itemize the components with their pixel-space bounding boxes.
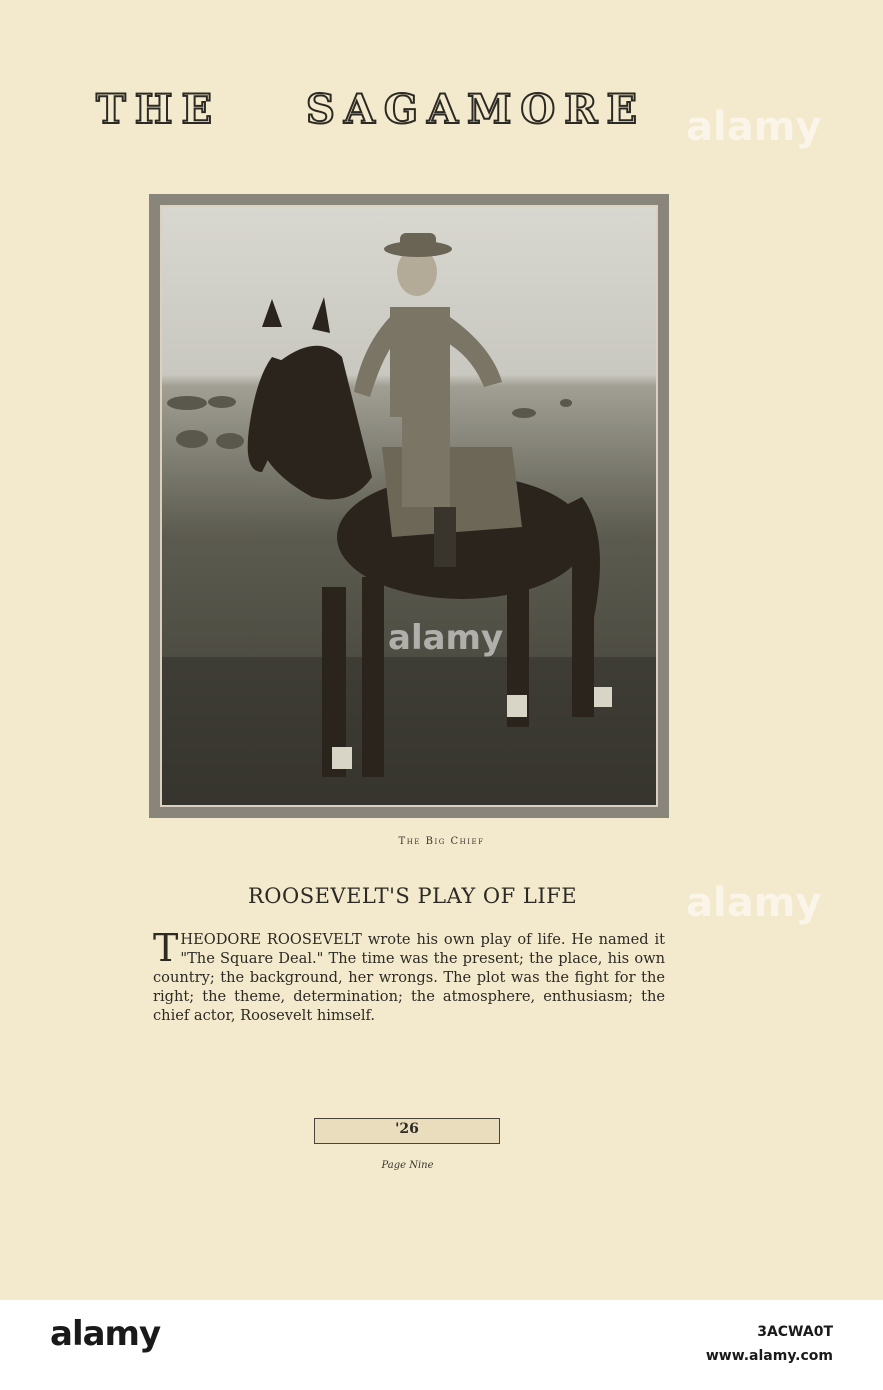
footer-info [706,1320,833,1368]
masthead [96,86,716,136]
stock-footer [0,1300,883,1390]
watermark: alamy [686,880,822,926]
article-body-text: HEODORE ROOSEVELT wrote his own play of life. He named it "The Square Deal." The time was the present; the place, his own country; the background, her wrongs. The plot was the fight for the right; the theme, determination; the atmosphere, enthusiasm; the chief actor, Roosevelt himself. [153,931,665,1024]
site-url: www.alamy.com [705,1348,833,1364]
photo-frame [149,194,669,818]
drop-cap: T [153,926,179,970]
article-body [153,926,665,1025]
watermark: alamy [686,104,822,150]
alamy-logo: alamy [50,1314,161,1354]
photo-caption: The Big Chief [398,836,485,847]
masthead-word-the: THE [96,86,222,133]
page-number: Page Nine [381,1160,434,1171]
year-ornament [314,1118,500,1144]
photo-roosevelt-on-horse [160,205,658,807]
year-ornament-label: '26 [395,1121,419,1137]
article-title: ROOSEVELT'S PLAY OF LIFE [247,884,578,908]
image-id: 3ACWA0T [757,1324,833,1340]
horse-rider-illustration [162,207,656,805]
masthead-word-sagamore: SAGAMORE [306,86,646,133]
watermark: alamy [388,618,504,658]
